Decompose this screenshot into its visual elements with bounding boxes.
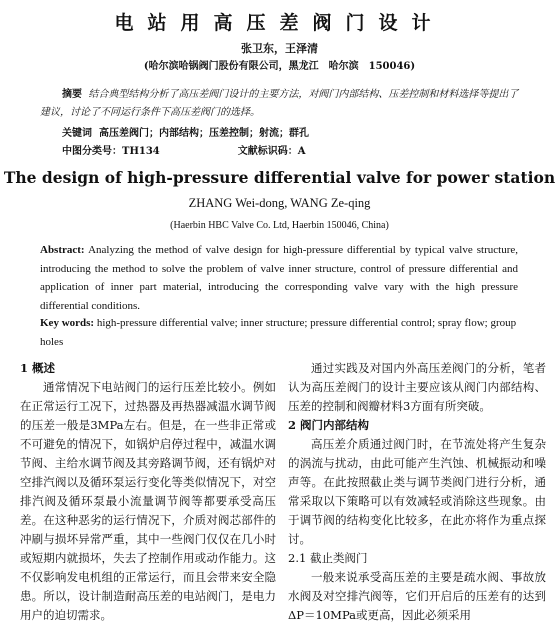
en-keywords-text: high-pressure differential valve; inner structure; pressure differential control; spray flow; group holes [40, 317, 517, 348]
cn-class-label: 中图分类号： [62, 146, 122, 157]
cn-title: 电站用高压差阀门设计 [114, 12, 445, 34]
en-keywords-label: Key words: [40, 317, 95, 329]
cn-affiliation: (哈尔滨哈锅阀门股份有限公司，黑龙江 哈尔滨 150046) [143, 61, 416, 72]
section-1-paragraph-cont: 通过实践及对国内外高压差阀门的分析，笔者认为高压差阀门的设计主要应该从阀门内部结构、压差的控制和阀瓣材料3方面有所突破。 [288, 361, 546, 413]
cn-doc-value: A [297, 146, 306, 157]
cn-authors: 张卫东，王泽清 [241, 42, 318, 55]
en-abstract-text: Analyzing the method of valve design for high-pressure differential by typical valve structure, introducing the method to solve the problem of valve inner structure, control of pressure differential and application of inner part material, introducing the corresponding valve vary with the high pressure differential conditions. [40, 244, 518, 312]
cn-classification [62, 142, 306, 157]
section-2-1-paragraph: 一般来说承受高压差的主要是疏水阀、事故放水阀及对空排汽阀等，它们开启后的压差有的达到 ΔP＝10MPa或更高，因此必须采用 [288, 570, 546, 622]
cn-class-value: TH134 [122, 146, 160, 157]
en-keywords [40, 314, 518, 351]
en-abstract [40, 241, 518, 315]
cn-doc-label: 文献标识码： [237, 146, 298, 157]
cn-keywords-label: 关键词 [62, 128, 92, 139]
left-column [20, 359, 276, 625]
cn-abstract [40, 86, 520, 122]
en-authors: ZHANG Wei-dong, WANG Ze-qing [188, 196, 371, 210]
section-1-paragraph: 通常情况下电站阀门的运行压差比较小。例如在正常运行工况下，过热器及再热器减温水调节阀的压差一般是3MPa左右。但是，在一些非正常或不可避免的情况下，如锅炉启停过程中，减温水调节阀、主给水调节阀及其旁路调节阀，还有锅炉对空排汽阀以及循环泵运行变化等类似情况下，对空排汽阀及循环泵最小流量调节阀等都要承受高压差。在这种恶劣的运行情况下，介质对阀芯部件的冲刷与损坏异常严重，其中一些阀门仅仅在几小时或短期内就损坏，失去了控制作用或动作能力。这不仅影响发电机组的正常运行，而且会带来安全隐患。所以，设计制造耐高压差的电站阀门，是电力用户的迫切需求。 [20, 380, 276, 622]
section-2-1-heading: 2.1 截止类阀门 [288, 551, 368, 565]
cn-abstract-label: 摘要 [62, 89, 82, 100]
en-title: The design of high-pressure differential valve for power station [3, 168, 556, 187]
cn-abstract-text: 结合典型结构分析了高压差阀门设计的主要方法，对阀门内部结构、压差控制和材料选择等提出了建议，讨论了不同运行条件下高压差阀门的选择。 [40, 89, 519, 118]
en-affiliation: (Haerbin HBC Valve Co. Ltd, Haerbin 150046, China) [170, 220, 389, 231]
section-1-heading: 1 概述 [20, 361, 56, 375]
en-abstract-label: Abstract: [40, 244, 85, 256]
right-column [288, 359, 546, 625]
cn-keywords-text: 高压差阀门；内部结构；压差控制；射流；群孔 [98, 128, 309, 139]
cn-keywords [62, 124, 309, 139]
section-2-heading: 2 阀门内部结构 [288, 418, 370, 432]
section-2-paragraph: 高压差介质通过阀门时，在节流处将产生复杂的涡流与扰动，由此可能产生汽蚀、机械振动和噪声等。在此按照截止类与调节类阀门进行分析，通常采取以下策略可以有效减轻或消除这些现象。由于调节阀的结构变化比较多，在此亦将作为重点探讨。 [288, 437, 546, 546]
